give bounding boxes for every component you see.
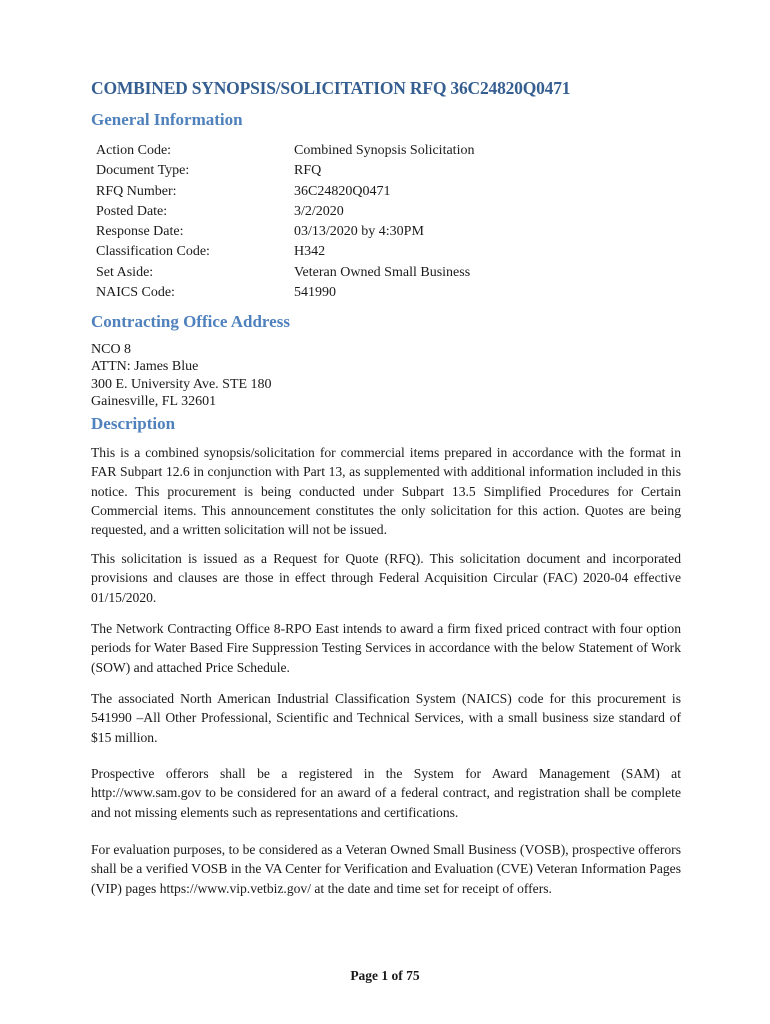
info-value: Veteran Owned Small Business: [294, 264, 471, 280]
info-value: RFQ: [294, 163, 322, 179]
info-value: H342: [294, 244, 326, 260]
contracting-office-heading: Contracting Office Address: [91, 312, 290, 331]
general-information-heading: General Information: [91, 110, 243, 129]
info-row-action-code: [96, 141, 474, 161]
info-value: Combined Synopsis Solicitation: [294, 143, 475, 158]
info-label: NAICS Code:: [96, 285, 175, 301]
info-row-classification-code: [96, 242, 474, 262]
description-paragraph: For evaluation purposes, to be considered as a Veteran Owned Small Business (VOSB), prospective offerors shall be a verified VOSB in the VA Center for Verification and Evaluation (CVE) Veteran Information Pages (VIP) pages https://www.vip.vetbiz.gov/ at the date and time set for receipt of offers.: [91, 842, 681, 896]
info-row-document-type: [96, 161, 474, 181]
document-title: COMBINED SYNOPSIS/SOLICITATION RFQ 36C24820Q0471: [91, 78, 571, 98]
info-value: 36C24820Q0471: [294, 183, 391, 199]
address-line: 300 E. University Ave. STE 180: [91, 376, 272, 392]
info-row-rfq-number: [96, 182, 474, 202]
general-information-table: [96, 141, 474, 303]
info-row-posted-date: [96, 202, 474, 222]
info-label: Posted Date:: [96, 203, 168, 219]
address-line: Gainesville, FL 32601: [91, 394, 217, 410]
info-row-naics-code: [96, 283, 474, 303]
description-paragraph: The associated North American Industrial Classification System (NAICS) code for this procurement is 541990 –All Other Professional, Scientific and Technical Services, with a small business size standard of $15 million.: [91, 691, 681, 745]
description-paragraph: The Network Contracting Office 8-RPO East intends to award a firm fixed priced contract with four option periods for Water Based Fire Suppression Testing Services in accordance with the below Statement of Work (SOW) and attached Price Schedule.: [91, 621, 681, 675]
contracting-office-address: [91, 341, 272, 411]
description-paragraph: This solicitation is issued as a Request for Quote (RFQ). This solicitation document and incorporated provisions and clauses are those in effect through Federal Acquisition Circular (FAC) 2020-04 effective 01/15/2020.: [91, 551, 681, 605]
address-line: NCO 8: [91, 342, 132, 357]
info-label: Action Code:: [96, 143, 172, 158]
info-label: Classification Code:: [96, 244, 210, 260]
description-heading: Description: [91, 414, 176, 433]
info-label: Response Date:: [96, 224, 184, 240]
address-line: ATTN: James Blue: [91, 359, 199, 375]
page-number-footer: Page 1 of 75: [350, 968, 420, 983]
description-paragraph: Prospective offerors shall be a registered in the System for Award Management (SAM) at http://www.sam.gov to be considered for an award of a federal contract, and registration shall be complete and not missing elements such as representations and certifications.: [91, 766, 681, 820]
info-label: Set Aside:: [96, 264, 154, 280]
info-value: 03/13/2020 by 4:30PM: [294, 224, 424, 240]
info-label: RFQ Number:: [96, 183, 177, 199]
description-paragraph: This is a combined synopsis/solicitation for commercial items prepared in accordance with the format in FAR Subpart 12.6 in conjunction with Part 13, as supplemented with additional information included in this notice. This procurement is being conducted under Subpart 13.5 Simplified Procedures for Certain Commercial items. This announcement constitutes the only solicitation for this action. Quotes are being requested, and a written solicitation will not be issued.: [91, 445, 681, 538]
info-row-response-date: [96, 222, 474, 242]
info-value: 541990: [294, 285, 336, 301]
info-label: Document Type:: [96, 163, 190, 179]
info-row-set-aside: [96, 263, 474, 283]
info-value: 3/2/2020: [294, 203, 344, 219]
